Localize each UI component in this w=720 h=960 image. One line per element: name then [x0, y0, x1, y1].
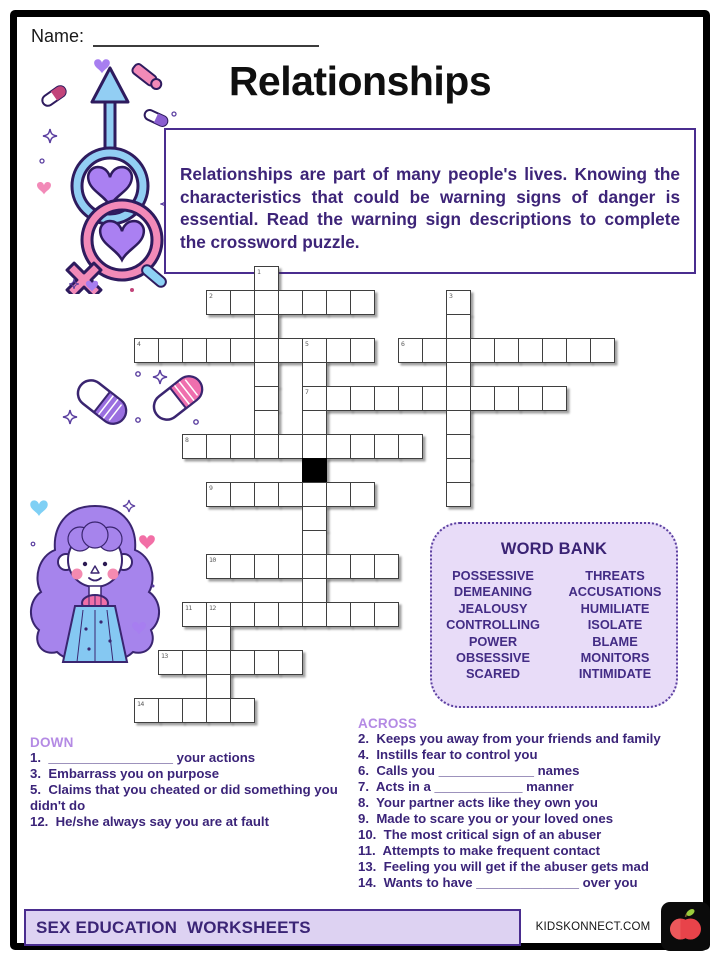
crossword-cell[interactable]: [254, 434, 279, 459]
page-title: Relationships: [228, 58, 492, 104]
word-bank-right-column: [554, 568, 676, 683]
apple-logo: [661, 902, 710, 951]
across-heading: ACROSS: [358, 716, 417, 731]
crossword-cell-number: 10: [209, 556, 216, 564]
crossword-cell[interactable]: [158, 698, 183, 723]
crossword-cell[interactable]: [326, 386, 351, 411]
clue-across-14: 14. Wants to have ______________ over you: [358, 875, 638, 890]
crossword-cell[interactable]: [278, 650, 303, 675]
crossword-cell[interactable]: [374, 386, 399, 411]
crossword-cell[interactable]: [326, 338, 351, 363]
crossword-cell-number: 14: [137, 700, 144, 708]
apple-icon: [661, 902, 710, 951]
crossword-cell[interactable]: [182, 602, 207, 627]
crossword-cell[interactable]: [326, 434, 351, 459]
crossword-cell[interactable]: [590, 338, 615, 363]
crossword-cell[interactable]: [182, 650, 207, 675]
clue-down-3: 3. Embarrass you on purpose: [30, 766, 220, 781]
crossword-cell[interactable]: [302, 338, 327, 363]
crossword-cell[interactable]: [446, 362, 471, 387]
clues-down-section: [30, 735, 370, 830]
crossword-cell[interactable]: [206, 602, 231, 627]
clue-down-5: 5. Claims that you cheated or did something you didn't do: [30, 782, 342, 813]
crossword-cell[interactable]: [278, 434, 303, 459]
crossword-cell[interactable]: [302, 554, 327, 579]
clues-across-section: [358, 716, 712, 891]
footer-site-label: KIDSKONNECT.COM: [535, 921, 651, 933]
pill-icon: [143, 108, 169, 127]
crossword-cell[interactable]: [230, 554, 255, 579]
word-bank-word: THREATS: [585, 568, 645, 583]
crossword-cell[interactable]: [302, 290, 327, 315]
crossword-cell[interactable]: [422, 386, 447, 411]
clue-across-9: 9. Made to scare you or your loved ones: [358, 811, 614, 826]
clue-across-13: 13. Feeling you will get if the abuser gets mad: [358, 859, 649, 874]
crossword-cell[interactable]: [182, 434, 207, 459]
word-bank-word: ISOLATE: [587, 617, 643, 633]
crossword-cell[interactable]: [302, 506, 327, 531]
clue-across-10: 10. The most critical sign of an abuser: [358, 827, 602, 842]
crossword-cell[interactable]: [326, 290, 351, 315]
crossword-cell[interactable]: [230, 650, 255, 675]
clue-across-8: 8. Your partner acts like they own you: [358, 795, 598, 810]
crossword-cell[interactable]: [350, 434, 375, 459]
crossword-cell[interactable]: [374, 602, 399, 627]
pink-shape-icon: [131, 62, 164, 91]
crossword-cell[interactable]: [302, 530, 327, 555]
crossword-cell-number: 3: [449, 292, 453, 300]
crossword-cell[interactable]: [182, 338, 207, 363]
crossword-cell[interactable]: [374, 554, 399, 579]
crossword-cell[interactable]: [230, 602, 255, 627]
word-bank: [430, 522, 678, 708]
crossword-cell[interactable]: [398, 386, 423, 411]
crossword-cell[interactable]: [446, 410, 471, 435]
crossword-cell-number: 5: [305, 340, 309, 348]
crossword-cell[interactable]: [230, 482, 255, 507]
crossword-cell[interactable]: [494, 338, 519, 363]
crossword-cell[interactable]: [206, 554, 231, 579]
word-bank-word: INTIMIDATE: [578, 666, 652, 682]
clue-down-12: 12. He/she always say you are at fault: [30, 814, 269, 829]
crossword-cell[interactable]: [182, 698, 207, 723]
crossword-cell[interactable]: [230, 338, 255, 363]
clue-across-2: 2. Keeps you away from your friends and family: [358, 731, 661, 746]
crossword-cell[interactable]: [254, 314, 279, 339]
crossword-cell[interactable]: [254, 602, 279, 627]
crossword-cell[interactable]: [254, 410, 279, 435]
crossword-cell[interactable]: [326, 482, 351, 507]
crossword-cell[interactable]: [302, 602, 327, 627]
crossword-cell[interactable]: [230, 698, 255, 723]
crossword-cell[interactable]: [350, 386, 375, 411]
crossword-cell-number: 7: [305, 388, 309, 396]
name-blank-line[interactable]: [93, 27, 319, 47]
crossword-cell[interactable]: [302, 482, 327, 507]
crossword-cell[interactable]: [350, 482, 375, 507]
crossword-cell[interactable]: [278, 602, 303, 627]
pill-icon: [40, 84, 68, 108]
crossword-cell-number: 6: [401, 340, 405, 348]
crossword-cell[interactable]: [278, 338, 303, 363]
word-bank-left-column: [432, 568, 554, 683]
crossword-cell[interactable]: [302, 410, 327, 435]
crossword-cell[interactable]: [278, 290, 303, 315]
crossword-cell[interactable]: [326, 602, 351, 627]
crossword-cell[interactable]: [254, 362, 279, 387]
crossword-cell[interactable]: [446, 458, 471, 483]
crossword-cell[interactable]: [206, 290, 231, 315]
crossword-cell[interactable]: [494, 386, 519, 411]
crossword-cell[interactable]: [206, 434, 231, 459]
crossword-cell[interactable]: [230, 434, 255, 459]
crossword-cell[interactable]: [350, 290, 375, 315]
crossword-cell[interactable]: [254, 338, 279, 363]
crossword-cell[interactable]: [206, 482, 231, 507]
crossword-cell[interactable]: [302, 434, 327, 459]
crossword-cell[interactable]: [446, 482, 471, 507]
crossword-cell[interactable]: [206, 650, 231, 675]
crossword-cell-number: 11: [185, 604, 192, 612]
word-bank-word: POSSESSIVE: [452, 568, 534, 583]
crossword-cell[interactable]: [350, 338, 375, 363]
crossword-cell[interactable]: [254, 554, 279, 579]
crossword-cell[interactable]: [350, 554, 375, 579]
word-bank-word: POWER: [468, 633, 518, 649]
crossword-cell[interactable]: [302, 578, 327, 603]
name-label: Name:: [31, 26, 85, 46]
clue-down-1: 1. _________________ your actions: [30, 750, 256, 765]
crossword-cell[interactable]: [206, 626, 231, 651]
crossword-cell[interactable]: [350, 602, 375, 627]
crossword-cell-number: 12: [209, 604, 216, 612]
crossword-cell[interactable]: [254, 290, 279, 315]
crossword-cell[interactable]: [206, 338, 231, 363]
crossword-cell[interactable]: [422, 338, 447, 363]
crossword-cell[interactable]: [254, 266, 279, 291]
crossword-cell-number: 13: [161, 652, 168, 660]
crossword-cell[interactable]: [446, 338, 471, 363]
crossword-cell[interactable]: [278, 554, 303, 579]
crossword-cell[interactable]: [254, 650, 279, 675]
crossword-cell[interactable]: [446, 290, 471, 315]
crossword-cell-number: 1: [257, 268, 261, 276]
crossword-cell[interactable]: [566, 338, 591, 363]
word-bank-word: HUMILIATE: [580, 600, 650, 616]
crossword-cell[interactable]: [470, 338, 495, 363]
footer-series-label: SEX EDUCATION WORKSHEETS: [36, 917, 311, 937]
crossword-cell[interactable]: [134, 698, 159, 723]
crossword-cell[interactable]: [302, 362, 327, 387]
crossword-cell[interactable]: [254, 386, 279, 411]
gender-symbols-illustration: [34, 56, 182, 294]
crossword-cell[interactable]: [134, 338, 159, 363]
crossword-cell[interactable]: [518, 338, 543, 363]
crossword-cell[interactable]: [470, 386, 495, 411]
word-bank-word: JEALOUSY: [458, 600, 528, 616]
word-bank-word: SCARED: [465, 666, 521, 682]
crossword-black-cell: [302, 458, 327, 483]
clue-across-11: 11. Attempts to make frequent contact: [358, 843, 601, 858]
word-bank-word: BLAME: [592, 633, 638, 649]
crossword-cell[interactable]: [374, 434, 399, 459]
crossword-cell-number: 8: [185, 436, 189, 444]
crossword-cell[interactable]: [542, 338, 567, 363]
word-bank-word: CONTROLLING: [446, 617, 540, 633]
clue-across-4: 4. Instills fear to control you: [358, 747, 538, 762]
crossword-cell[interactable]: [206, 698, 231, 723]
crossword-cell[interactable]: [518, 386, 543, 411]
clue-across-7: 7. Acts in a ____________ manner: [358, 779, 574, 794]
crossword-cell[interactable]: [158, 338, 183, 363]
crossword-cell[interactable]: [446, 386, 471, 411]
crossword-cell[interactable]: [158, 650, 183, 675]
crossword-cell[interactable]: [278, 482, 303, 507]
crossword-cell[interactable]: [206, 674, 231, 699]
word-bank-word: ACCUSATIONS: [568, 584, 662, 600]
word-bank-title: WORD BANK: [500, 540, 608, 558]
crossword-cell[interactable]: [254, 482, 279, 507]
instructions-text: Relationships are part of many people's lives. Knowing the characteristics that could be warning signs of danger is essential. Read the warning sign descriptions to complete the crossword puzzle.: [180, 164, 680, 252]
crossword-cell[interactable]: [326, 554, 351, 579]
crossword-cell[interactable]: [542, 386, 567, 411]
clue-across-6: 6. Calls you _____________ names: [358, 763, 580, 778]
crossword-cell-number: 4: [137, 340, 141, 348]
crossword-cell[interactable]: [398, 338, 423, 363]
crossword-cell[interactable]: [446, 434, 471, 459]
down-heading: DOWN: [30, 735, 74, 750]
word-bank-word: MONITORS: [580, 650, 650, 666]
word-bank-word: OBSESSIVE: [456, 650, 530, 666]
word-bank-word: DEMEANING: [453, 584, 533, 600]
crossword-cell-number: 9: [209, 484, 213, 492]
crossword-cell[interactable]: [398, 434, 423, 459]
instructions-box: [164, 128, 696, 274]
crossword-cell[interactable]: [230, 290, 255, 315]
footer-series-badge: [24, 909, 521, 946]
crossword-cell[interactable]: [446, 314, 471, 339]
crossword-cell-number: 2: [209, 292, 213, 300]
crossword-cell[interactable]: [302, 386, 327, 411]
